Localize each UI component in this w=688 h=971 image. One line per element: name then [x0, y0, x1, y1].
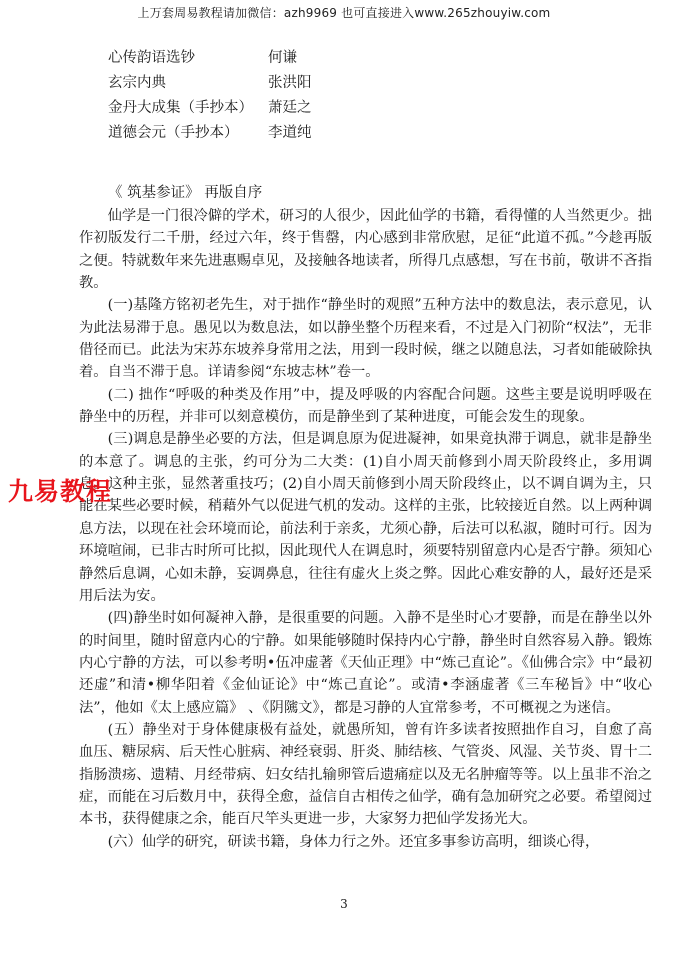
book-author: 张洪阳: [268, 75, 312, 91]
paragraph-point-2: (二) 拙作“呼吸的种类及作用”中，提及呼吸的内容配合问题。这些主要是说明呼吸在静坐中的历程，并非可以刻意模仿，而是静坐到了某种进度，可能会发生的现象。: [79, 386, 652, 426]
body-text: [79, 205, 652, 853]
bibliography-entry: [108, 71, 312, 96]
bibliography-entry: [108, 46, 312, 71]
book-title: 金丹大成集（手抄本）: [108, 100, 253, 116]
paragraph-point-5: (五）静坐对于身体健康极有益处，就愚所知，曾有许多读者按照拙作自习，自愈了高血压、糖尿病、后天性心脏病、神经衰弱、肝炎、肺结核、气管炎、风湿、关节炎、胃十二指肠溃疡、遗精、月经带病、妇女结扎输卵管后遗痛症以及无名肿瘤等等。以上虽非不治之症，而能在习后数月中，获得全愈，益信自古相传之仙学，确有急加研究之必要。希望阅过本书，获得健康之余，能百尺竿头更进一步，大家努力把仙学发扬光大。: [79, 721, 652, 828]
book-title: 心传韵语选钞: [108, 50, 195, 66]
section-title: 《 筑基参证》 再版自序: [108, 185, 263, 201]
paragraph-point-1: (一)基隆方铭初老先生，对于拙作“静坐时的观照”五种方法中的数息法，表示意见，认为此法易滞于息。愚见以为数息法，如以静坐整个历程来看，不过是入门初阶“权法”，无非借径而已。此法为宋苏东坡养身常用之法，用到一段时候，继之以随息法，习者如能破除执着。自当不滞于息。详请参阅“东坡志林”卷一。: [79, 297, 652, 381]
book-title: 道德会元（手抄本）: [108, 125, 239, 141]
paragraph-point-3: (三)调息是静坐必要的方法，但是调息原为促进凝神，如果竟执滞于调息，就非是静坐的本意了。调息的主张，约可分为二大类：(1)自小周天前修到小周天阶段终止，多用调息。这种主张，显然著重技巧；(2)自小周天前修到小周天阶段终止，以不调自调为主，只能在某些必要时候，稍藉外气以促进气机的发动。这样的主张，比较接近自然。以上两种调息方法，以现在社会环境而论，前法利于亲炙，尤须心静，后法可以私淑，随时可行。因为环境喧闹，已非古时所可比拟，因此现代人在调息时，须要特别留意内心是否宁静。须知心静然后息调，心如未静，妄调鼻息，往往有虚火上炎之弊。因此心难安静的人，最好还是采用后法为安。: [79, 431, 652, 604]
bibliography-list: [108, 46, 312, 146]
paragraph-point-4: (四)静坐时如何凝神入静，是很重要的问题。入静不是坐时心才要静，而是在静坐以外的时间里，随时留意内心的宁静。如果能够随时保持内心宁静，静坐时自然容易入静。锻炼内心宁静的方法，可以参考明•伍冲虚著《天仙正理》中“炼己直论”。《仙佛合宗》中“最初还虚”和清•柳华阳着《金仙证论》中“炼己直论”。或清•李涵虚著《三车秘旨》中“收心法”，他如《太上感应篇》 、《阴隲文》，都是习静的人宜常参考，不可概视之为迷信。: [79, 610, 652, 716]
paragraph-intro: 仙学是一门很冷僻的学术，研习的人很少，因此仙学的书籍，看得懂的人当然更少。拙作初版发行二千册，经过六年，终于售罄，内心感到非常欣慰，足征“此道不孤。”今趁再版之便。特就数年来先进惠赐卓见，及接触各地读者，所得几点感想，写在书前，敬讲不吝指教。: [79, 208, 652, 292]
book-author: 何谦: [268, 50, 297, 66]
paragraph-point-6: (六）仙学的研究，研读书籍，身体力行之外。还宜多事参访高明，细谈心得，: [107, 833, 600, 850]
book-author: 李道纯: [268, 125, 312, 141]
bibliography-entry: [108, 121, 312, 146]
watermark-logo: 九易教程: [8, 477, 113, 506]
book-title: 玄宗内典: [108, 75, 166, 91]
bibliography-entry: [108, 96, 312, 121]
book-author: 萧廷之: [268, 100, 312, 116]
page-header: 上万套周易教程请加微信：azh9969 也可直接进入www.265zhouyiw.com: [137, 6, 551, 20]
page-number: 3: [340, 897, 348, 911]
